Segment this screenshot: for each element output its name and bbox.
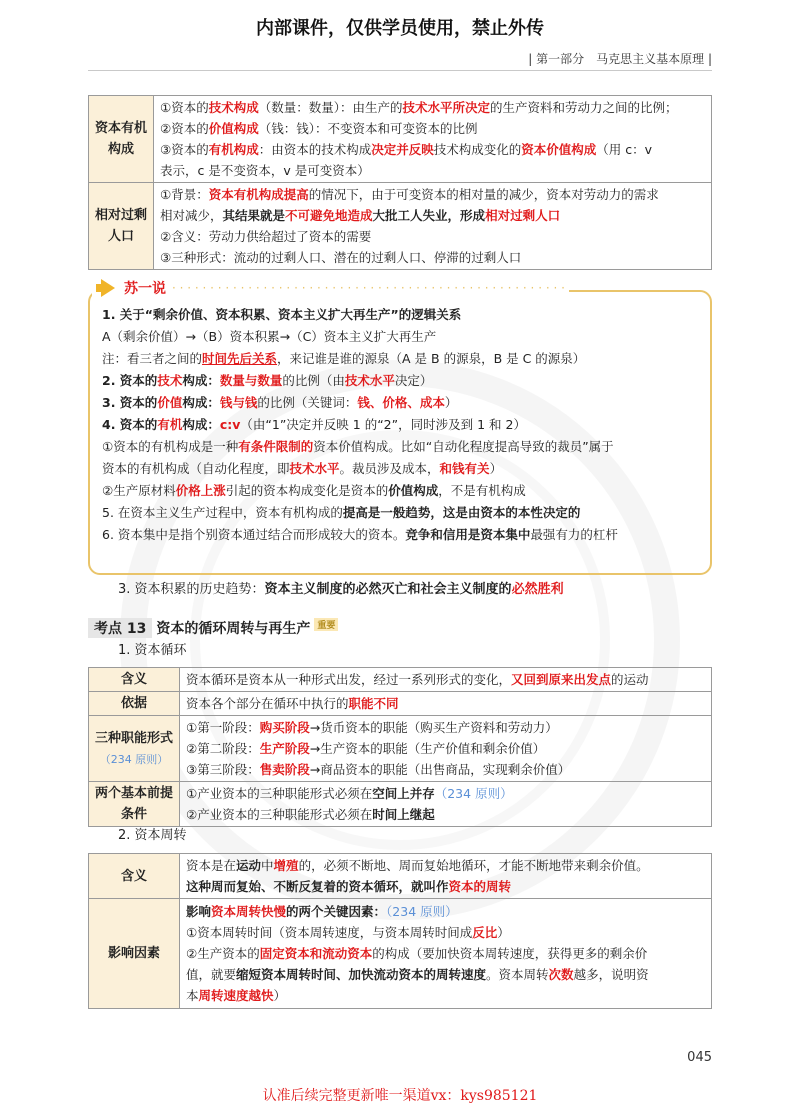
text-line: 本周转速度越快） [186, 988, 287, 1003]
text-line: 相对减少，其结果就是不可避免地造成大批工人失业，形成相对过剩人口 [160, 208, 561, 223]
text-line: ②第二阶段：生产阶段→生产资本的职能（生产价值和剩余价值） [186, 741, 546, 756]
page-header-title: 内部课件，仅供学员使用，禁止外传 [256, 18, 544, 39]
subheading: 1. 资本循环 [118, 643, 187, 658]
section-heading [88, 618, 338, 638]
table-cell [180, 854, 712, 899]
table-cell [180, 716, 712, 782]
table-cell: 资本各个部分在循环中执行的职能不同 [180, 692, 712, 716]
table-row-label: 两个基本前提条件 [89, 782, 180, 827]
note-line: 资本的有机构成（自动化程度，即技术水平。裁员涉及成本，和钱有关） [102, 461, 503, 476]
capital-circulation-table [88, 667, 712, 827]
section-tag: 考点 13 [88, 618, 152, 638]
table-row-label: 含义 [89, 854, 180, 899]
table-row-label: 相对过剩人口 [89, 183, 154, 270]
note-line: 注：看三者之间的时间先后关系，来记谁是谁的源泉（A 是 B 的源泉，B 是 C 的源泉） [102, 351, 586, 366]
table-row-label: 影响因素 [89, 899, 180, 1009]
text-line: ②生产资本的固定资本和流动资本的构成（要加快资本周转速度，获得更多的剩余价 [186, 946, 648, 961]
text-line: ②产业资本的三种职能形式必须在时间上继起 [186, 807, 435, 822]
section-title: 资本的循环周转与再生产 [156, 621, 311, 637]
table-cell [180, 899, 712, 1009]
table-cell [154, 96, 712, 183]
text-line: ①产业资本的三种职能形式必须在空间上并存（234 原则） [186, 786, 513, 801]
note-line: 2. 资本的技术构成：数量与数量的比例（由技术水平决定） [102, 373, 433, 388]
dotted-decoration: · · · · · · · · · · · · · · · · · · · · · · · · · · · · · · · · · · · · · · · · · · · · · · · · · · · · [172, 281, 565, 295]
note-line: 5. 在资本主义生产过程中，资本有机构成的提高是一般趋势，这是由资本的本性决定的 [102, 505, 581, 520]
text-line: ③第三阶段：售卖阶段→商品资本的职能（出售商品，实现剩余价值） [186, 762, 571, 777]
note-line: 3. 资本的价值构成：钱与钱的比例（关键词：钱、价格、成本） [102, 395, 458, 410]
page-header-subtitle: | 第一部分 马克思主义基本原理 | [528, 52, 712, 66]
note-line: 6. 资本集中是指个别资本通过结合而形成较大的资本。竞争和信用是资本集中最强有力的杠杆 [102, 527, 618, 542]
text-line: ①背景：资本有机构成提高的情况下，由于可变资本的相对量的减少，资本对劳动力的需求 [160, 187, 659, 202]
megaphone-icon [96, 279, 118, 297]
table-row-label: 资本有机构成 [89, 96, 154, 183]
table-row-label: 含义 [89, 668, 180, 692]
note-line: ②生产原材料价格上涨引起的资本构成变化是资本的价值构成，不是有机构成 [102, 483, 526, 498]
table-cell [154, 183, 712, 270]
notes-box-header [92, 278, 569, 298]
text-line: ①第一阶段：购买阶段→货币资本的职能（购买生产资料和劳动力） [186, 720, 558, 735]
text-line: 这种周而复始、不断反复着的资本循环，就叫作资本的周转 [186, 879, 512, 894]
notes-box-title: 苏一说 [124, 281, 166, 297]
footer-notice: 认准后续完整更新唯一渠道vx：kys985121 [262, 1088, 538, 1104]
note-line: 1. 关于“剩余价值、资本积累、资本主义扩大再生产”的逻辑关系 [102, 307, 462, 322]
important-badge: 重要 [314, 618, 338, 631]
note-line: 4. 资本的有机构成：c:v（由“1”决定并反映 1 的“2”，同时涉及到 1 和 2） [102, 417, 526, 432]
subheading: 2. 资本周转 [118, 828, 187, 843]
table-cell [180, 782, 712, 827]
note-234: （234 原则） [99, 752, 169, 766]
page-number: 045 [687, 1050, 712, 1065]
text-line: 表示，c 是不变资本，v 是可变资本） [160, 163, 370, 178]
text-line: 值，就要缩短资本周转时间、加快流动资本的周转速度。资本周转次数越多，说明资 [186, 967, 649, 982]
text-line: ②资本的价值构成（钱：钱）：不变资本和可变资本的比例 [160, 121, 478, 136]
capital-composition-table [88, 95, 712, 270]
text-line: ②含义：劳动力供给超过了资本的需要 [160, 229, 372, 244]
note-line: A（剩余价值）→（B）资本积累→（C）资本主义扩大再生产 [102, 329, 437, 344]
text-line: 3. 资本积累的历史趋势：资本主义制度的必然灭亡和社会主义制度的必然胜利 [118, 582, 564, 597]
text-line: ③资本的有机构成：由资本的技术构成决定并反映技术构成变化的资本价值构成（用 c：v [160, 142, 653, 157]
text-line: 资本是在运动中增殖的，必须不断地、周而复始地循环，才能不断地带来剩余价值。 [186, 858, 649, 873]
note-line: ①资本的有机构成是一种有条件限制的资本价值构成。比如“自动化程度提高导致的裁员”属于 [102, 439, 614, 454]
text-line: ①资本的技术构成（数量：数量）：由生产的技术水平所决定的生产资料和劳动力之间的比例； [160, 100, 678, 115]
table-row-label: 三种职能形式 （234 原则） [89, 716, 180, 782]
text-line: 影响资本周转快慢的两个关键因素：（234 原则） [186, 904, 458, 919]
capital-turnover-table [88, 853, 712, 1009]
header-divider [88, 70, 712, 71]
table-cell: 资本循环是资本从一种形式出发，经过一系列形式的变化，又回到原来出发点的运动 [180, 668, 712, 692]
table-row-label: 依据 [89, 692, 180, 716]
text-line: ③三种形式：流动的过剩人口、潜在的过剩人口、停滞的过剩人口 [160, 250, 522, 265]
text-line: ①资本周转时间（资本周转速度，与资本周转时间成反比） [186, 925, 510, 940]
